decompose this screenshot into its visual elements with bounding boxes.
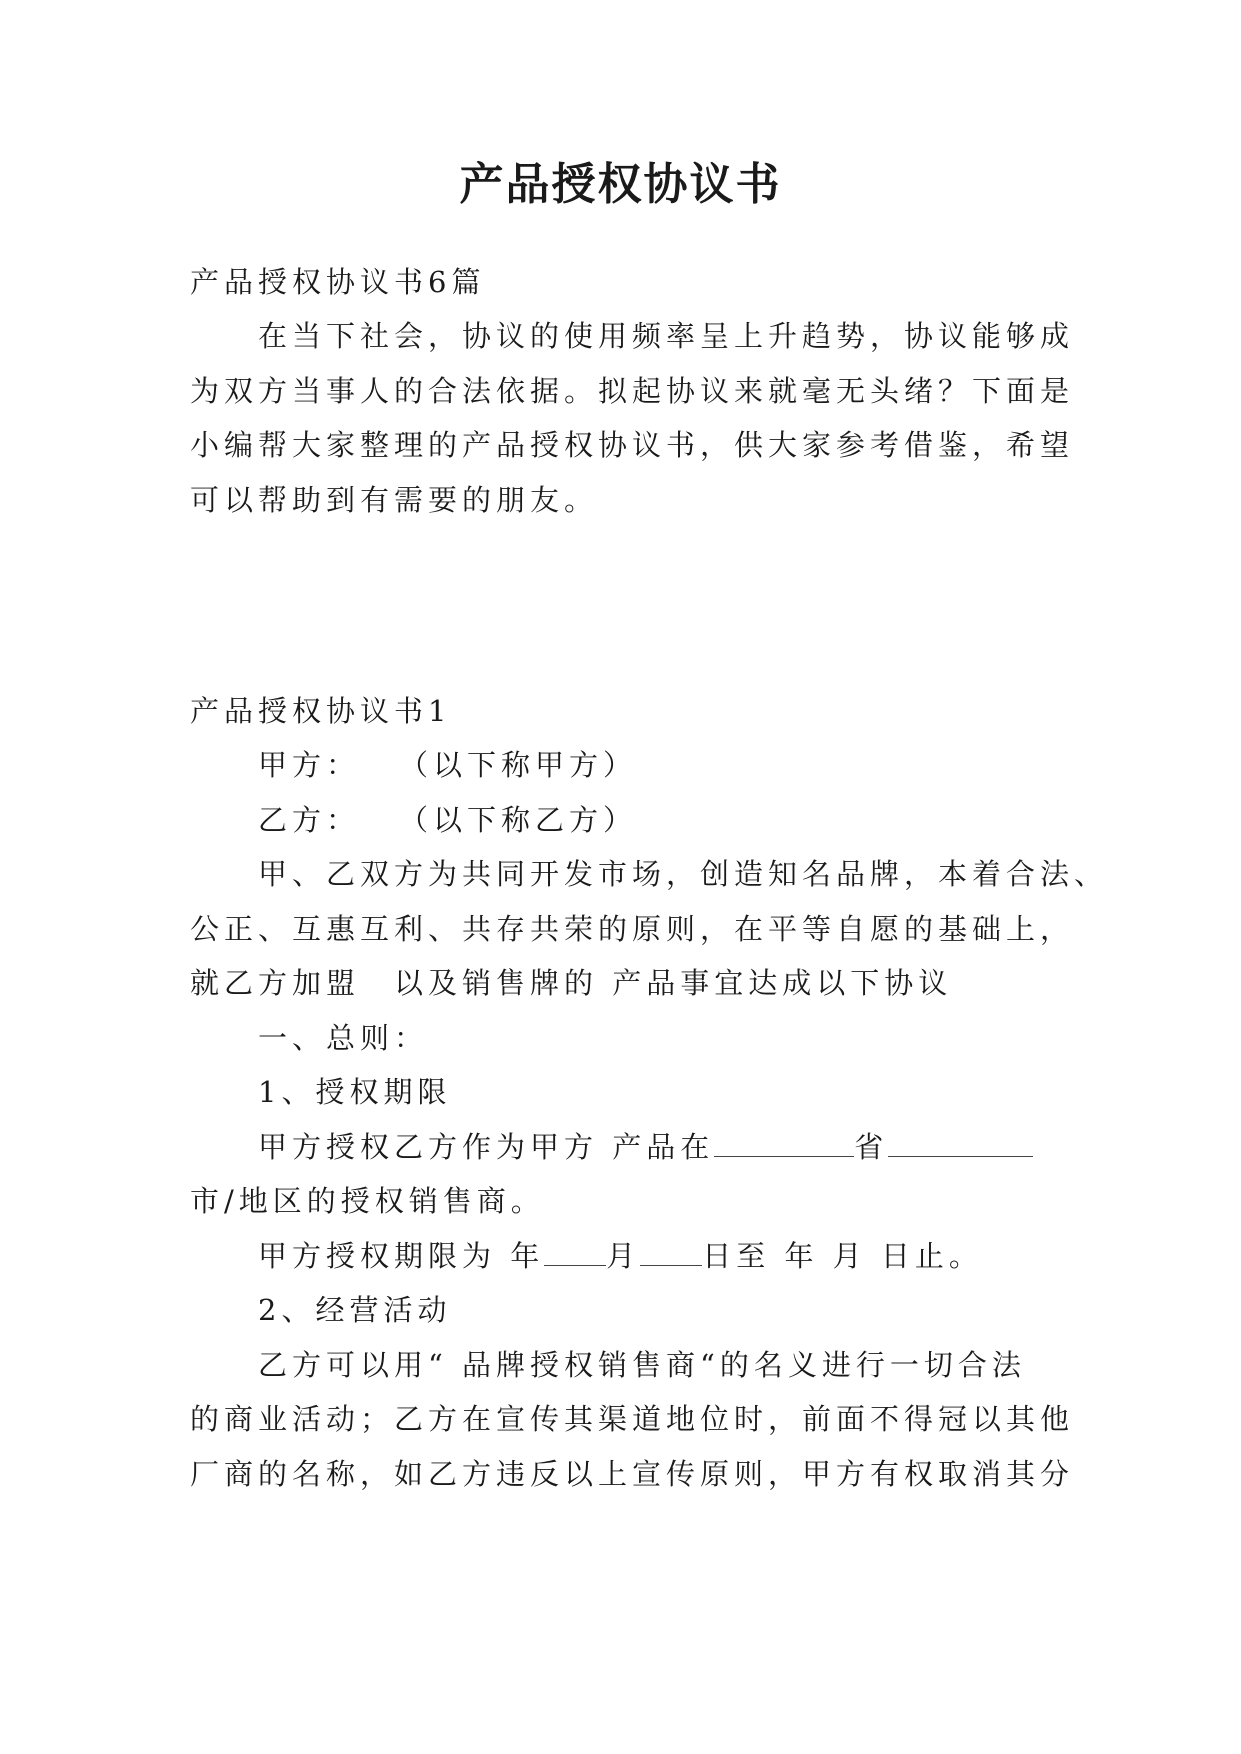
item1-term-text-c: 日至 年 月 日止。 bbox=[702, 1239, 983, 1273]
item1-line-2: 市/地区的授权销售商。 bbox=[190, 1184, 545, 1218]
intro-line-4: 可以帮助到有需要的朋友。 bbox=[190, 483, 599, 517]
item1-term-line bbox=[258, 1236, 983, 1276]
party-a-line: 甲方： （以下称甲方） bbox=[258, 748, 638, 782]
start-month-blank[interactable] bbox=[544, 1239, 606, 1266]
item1-line-1 bbox=[258, 1127, 1033, 1167]
document-subtitle: 产品授权协议书6篇 bbox=[190, 265, 486, 299]
item1-line-1-text-a: 甲方授权乙方作为甲方 产品在 bbox=[258, 1130, 715, 1164]
item2-line-1: 乙方可以用“ 品牌授权销售商“的名义进行一切合法 bbox=[258, 1348, 1026, 1382]
preamble-line-1: 甲、乙双方为共同开发市场，创造知名品牌，本着合法、 bbox=[258, 857, 1109, 891]
item1-heading: 1、授权期限 bbox=[258, 1075, 452, 1109]
item2-line-2: 的商业活动；乙方在宣传其渠道地位时，前面不得冠以其他 bbox=[190, 1402, 1075, 1436]
item1-line-1-text-b: 省 bbox=[854, 1130, 889, 1164]
document-title: 产品授权协议书 bbox=[459, 159, 782, 210]
item1-term-text-a: 甲方授权期限为 年 bbox=[258, 1239, 545, 1273]
intro-line-2: 为双方当事人的合法依据。拟起协议来就毫无头绪？下面是 bbox=[190, 374, 1075, 408]
item2-heading: 2、经营活动 bbox=[258, 1293, 452, 1327]
preamble-line-2: 公正、互惠互利、共存共荣的原则，在平等自愿的基础上， bbox=[190, 912, 1075, 946]
item1-term-text-b: 月 bbox=[606, 1239, 641, 1273]
item2-line-3: 厂商的名称，如乙方违反以上宣传原则，甲方有权取消其分 bbox=[190, 1457, 1075, 1491]
general-heading: 一、总则： bbox=[258, 1021, 429, 1055]
section-heading: 产品授权协议书1 bbox=[190, 694, 452, 728]
party-b-line: 乙方： （以下称乙方） bbox=[258, 803, 638, 837]
intro-line-1: 在当下社会，协议的使用频率呈上升趋势，协议能够成 bbox=[258, 319, 1075, 353]
start-day-blank[interactable] bbox=[640, 1239, 702, 1266]
intro-line-3: 小编帮大家整理的产品授权协议书，供大家参考借鉴，希望 bbox=[190, 428, 1075, 462]
province-blank[interactable] bbox=[714, 1130, 854, 1157]
city-blank[interactable] bbox=[888, 1130, 1033, 1157]
preamble-line-3: 就乙方加盟 以及销售牌的 产品事宜达成以下协议 bbox=[190, 966, 953, 1000]
